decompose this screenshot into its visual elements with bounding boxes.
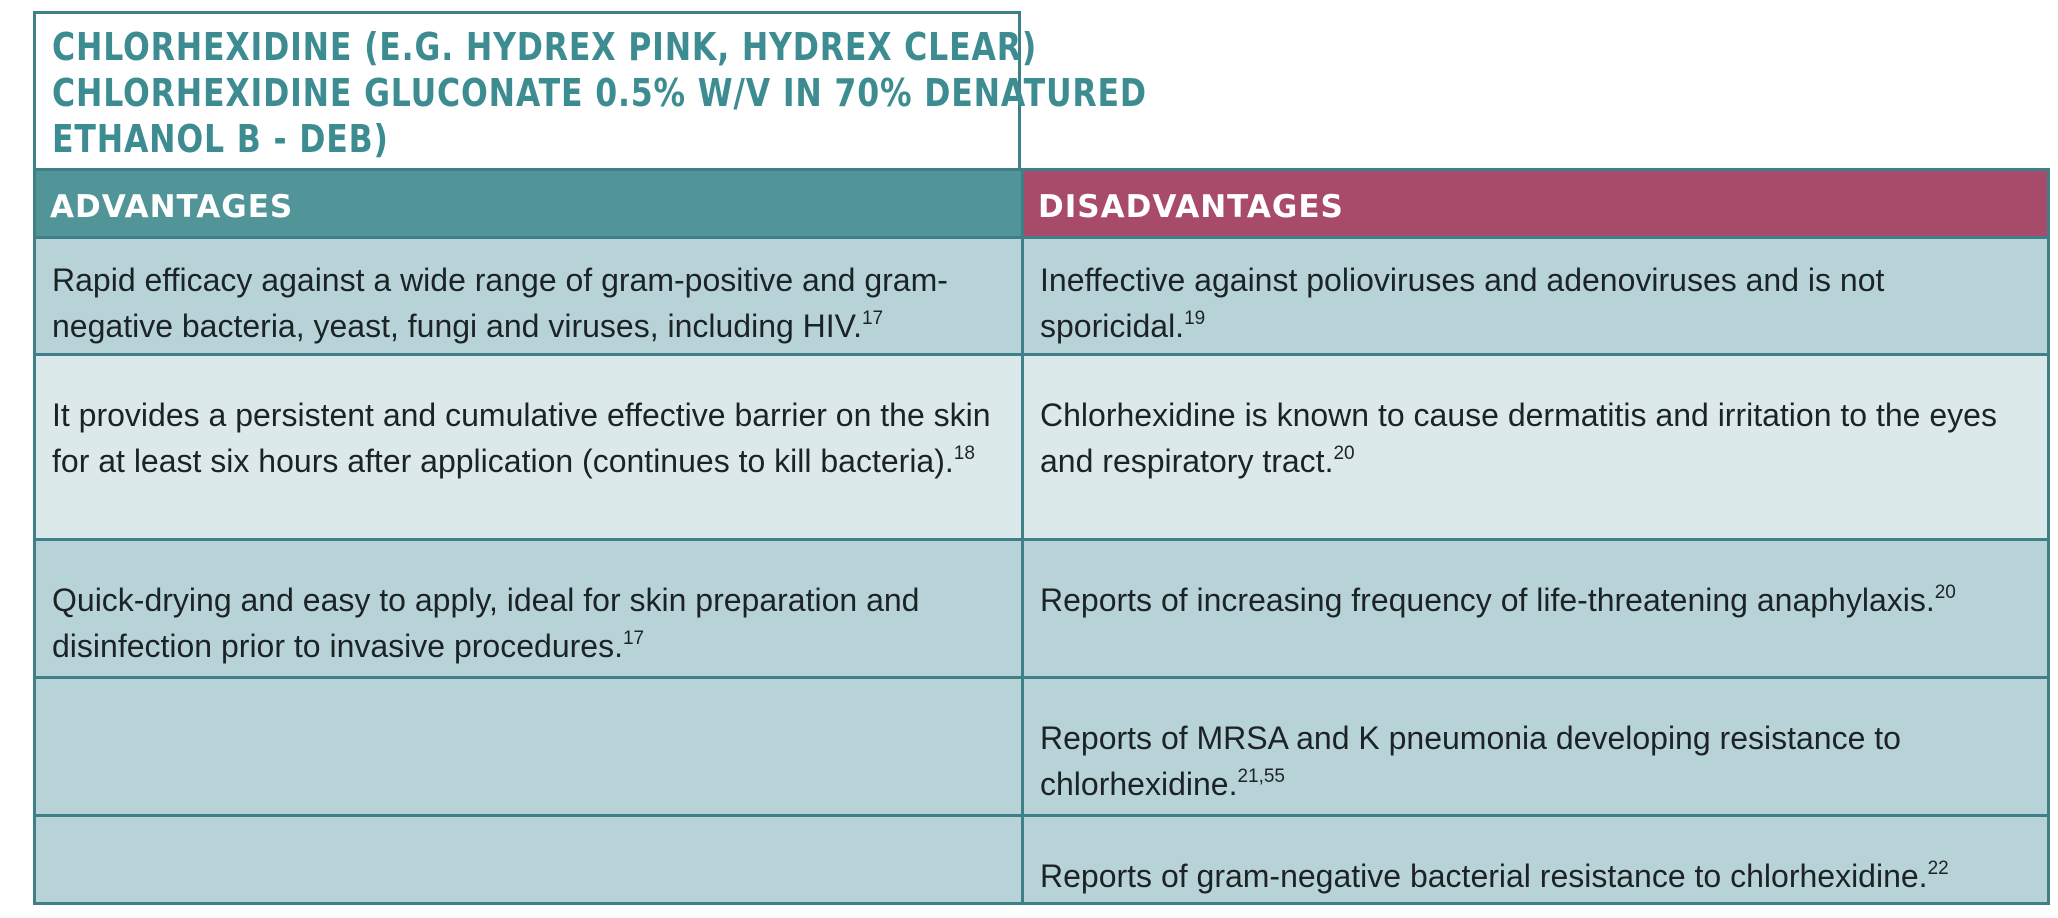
reference-number: 18 <box>953 443 975 464</box>
advantages-header: ADVANTAGES <box>36 171 1024 239</box>
reference-number: 20 <box>1934 582 1956 603</box>
table-title <box>33 11 1147 171</box>
advantage-text: It provides a persistent and cumulative effective barrier on the skin for at least six hours after application (continues to kill bacteria). <box>52 397 991 479</box>
disadvantage-cell <box>1024 679 2047 817</box>
reference-number: 20 <box>1333 443 1355 464</box>
advantage-cell <box>36 541 1024 679</box>
reference-number: 19 <box>1184 308 1206 329</box>
advantage-text: Quick-drying and easy to apply, ideal for skin preparation and disinfection prior to invasive procedures. <box>52 582 920 664</box>
disadvantage-cell <box>1024 817 2047 902</box>
reference-number: 22 <box>1927 858 1949 879</box>
reference-number: 17 <box>861 308 884 329</box>
disadvantage-text: Chlorhexidine is known to cause dermatitis and irritation to the eyes and respiratory tract. <box>1040 397 1997 479</box>
disadvantage-cell <box>1024 356 2047 541</box>
reference-number: 17 <box>622 628 645 649</box>
disadvantage-text: Reports of gram-negative bacterial resistance to chlorhexidine. <box>1040 858 1928 894</box>
title-line: CHLORHEXIDINE GLUCONATE 0.5% W/V IN 70% DENATURED <box>52 71 1147 115</box>
title-line: ETHANOL B - DEB) <box>52 117 389 161</box>
disadvantage-text: Ineffective against polioviruses and adenoviruses and is not sporicidal. <box>1040 262 1885 344</box>
disadvantage-cell <box>1024 239 2047 356</box>
comparison-table <box>33 168 2050 905</box>
advantage-cell <box>36 239 1024 356</box>
advantage-text: Rapid efficacy against a wide range of gram-positive and gram-negative bacteria, yeast, fungi and viruses, including HIV. <box>52 262 948 344</box>
advantage-cell <box>36 679 1024 817</box>
disadvantages-header: DISADVANTAGES <box>1024 171 2047 239</box>
title-line: CHLORHEXIDINE (E.G. HYDREX PINK, HYDREX CLEAR) <box>52 25 1038 69</box>
disadvantage-text: Reports of increasing frequency of life-threatening anaphylaxis. <box>1040 582 1935 618</box>
disadvantage-cell <box>1024 541 2047 679</box>
advantage-cell <box>36 356 1024 541</box>
reference-number: 21,55 <box>1237 766 1285 787</box>
advantage-cell <box>36 817 1024 902</box>
disadvantage-text: Reports of MRSA and K pneumonia developing resistance to chlorhexidine. <box>1040 720 1901 802</box>
